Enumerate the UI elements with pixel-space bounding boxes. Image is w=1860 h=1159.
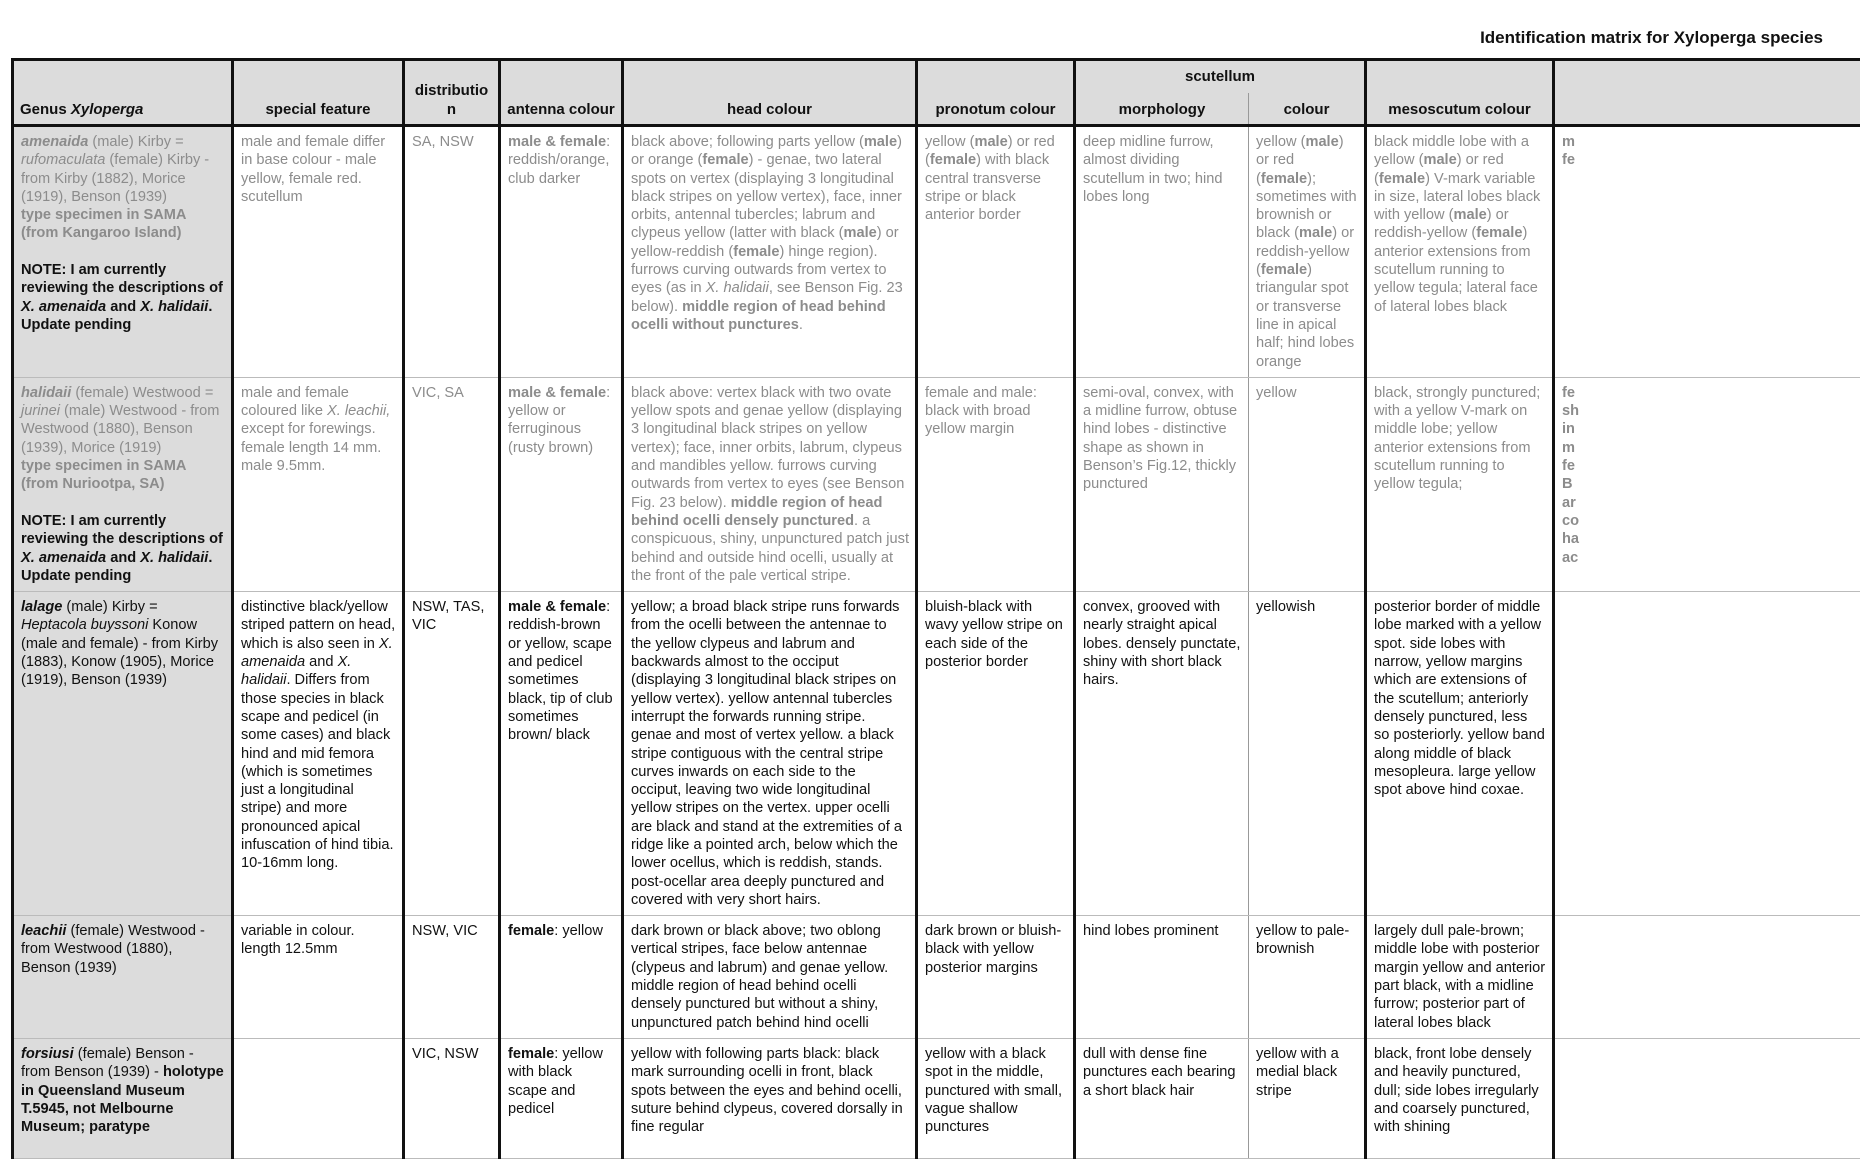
- table-row: [13, 377, 1860, 591]
- head-cell: black above: vertex black with two ovate yellow spots and genae yellow (displaying 3 longitudinal black stripes on yellow vertex); face, inner orbits, labrum, clypeus and mandibles yellow. furrows curving outwards from vertex to eyes (see Benson Fig. 23 below). middle region of head behind ocelli densely punctured. a conspicuous, shiny, unpunctured patch just behind and outside hind ocelli, usually at the front of the pale vertical stripe.: [623, 377, 917, 591]
- header-pronotum-colour: pronotum colour: [917, 60, 1075, 126]
- head-cell: dark brown or black above; two oblong vertical stripes, face below antennae (clypeus and labrum) and genae yellow. middle region of head behind ocelli densely punctured but without a shiny, unpunctured patch behind hind ocelli: [623, 916, 917, 1039]
- distribution-cell: NSW, VIC: [404, 916, 500, 1039]
- header-colour: colour: [1249, 93, 1366, 126]
- review-note: NOTE: I am currently reviewing the descriptions of X. amenaida and X. halidaii. Update pending: [21, 513, 223, 584]
- head-cell: yellow with following parts black: black mark surrounding ocelli in front, black spots between the eyes and behind ocelli, suture behind clypeus, covered dorsally in fine regular: [623, 1038, 917, 1158]
- colour-cell: yellow: [1249, 377, 1366, 591]
- mesoscutum-cell: black, strongly punctured; with a yellow V-mark on middle lobe; yellow anterior extensions from scutellum running to yellow tegula;: [1366, 377, 1554, 591]
- antenna-cell: male & female: reddish-brown or yellow, scape and pedicel sometimes black, tip of club sometimes brown/ black: [500, 592, 623, 916]
- head-cell: yellow; a broad black stripe runs forwards from the ocelli between the antennae to the yellow clypeus and labrum and backwards almost to the occiput (displaying 3 longitudinal black stripes on yellow vertex). yellow antennal tubercles interrupt the forwards running stripe. genae and most of vertex yellow. a black stripe contiguous with the central stripe curves inwards on each side to the occiput, leaving two wide longitudinal yellow stripes on the vertex. upper ocelli are black and stand at the extremities of a ridge like a pointed arch, below which the lower ocellus, which is reddish, stands. post-ocellar area deeply punctured and covered with very short hairs.: [623, 592, 917, 916]
- header-distribution: distribution: [404, 60, 500, 126]
- morphology-cell: hind lobes prominent: [1075, 916, 1249, 1039]
- antenna-cell: male & female: reddish/orange, club darker: [500, 126, 623, 378]
- genus-cell: halidaii (female) Westwood = jurinei (male) Westwood - from Westwood (1880), Benson (1939), Morice (1919) type specimen in SAMA (from Nuriootpa, SA) NOTE: I am currently reviewing the descriptions of X. amenaida and X. halidaii. Update pending: [13, 377, 233, 591]
- mesoscutum-cell: black, front lobe densely and heavily punctured, dull; side lobes irregularly and coarsely punctured, with shining: [1366, 1038, 1554, 1158]
- extra-cell: [1554, 916, 1860, 1039]
- distribution-cell: VIC, NSW: [404, 1038, 500, 1158]
- identification-matrix: [11, 58, 1860, 1159]
- morphology-cell: dull with dense fine punctures each bearing a short black hair: [1075, 1038, 1249, 1158]
- header-special-feature: special feature: [233, 60, 404, 126]
- genus-cell: amenaida (male) Kirby = rufomaculata (female) Kirby - from Kirby (1882), Morice (1919), Benson (1939) type specimen in SAMA (from Kangaroo Island) NOTE: I am currently reviewing the descriptions of X. amenaida and X. halidaii. Update pending: [13, 126, 233, 378]
- colour-cell: yellow to pale-brownish: [1249, 916, 1366, 1039]
- morphology-cell: semi-oval, convex, with a midline furrow, obtuse hind lobes - distinctive shape as shown in Benson’s Fig.12, thickly punctured: [1075, 377, 1249, 591]
- table-row: [13, 916, 1860, 1039]
- distribution-cell: SA, NSW: [404, 126, 500, 378]
- table-row: [13, 1038, 1860, 1158]
- colour-cell: yellow (male) or red (female); sometimes with brownish or black (male) or reddish-yellow (female) triangular spot or transverse line in apical half; hind lobes orange: [1249, 126, 1366, 378]
- extra-cell: [1554, 592, 1860, 916]
- table-row: [13, 126, 1860, 378]
- genus-cell: forsiusi (female) Benson - from Benson (1939) - holotype in Queensland Museum T.5945, not Melbourne Museum; paratype: [13, 1038, 233, 1158]
- header-genus: Genus Xyloperga: [13, 60, 233, 126]
- header-head-colour: head colour: [623, 60, 917, 126]
- head-cell: black above; following parts yellow (male) or orange (female) - genae, two lateral spots on vertex (displaying 3 longitudinal black stripes on yellow vertex), face, inner orbits, antennal tubercles; labrum and clypeus yellow (latter with black (male) or yellow-reddish (female) hinge region). furrows curving outwards from vertex to eyes (as in X. halidaii, see Benson Fig. 23 below). middle region of head behind ocelli without punctures.: [623, 126, 917, 378]
- mesoscutum-cell: black middle lobe with a yellow (male) or red (female) V-mark variable in size, lateral lobes black with yellow (male) or reddish-yellow (female) anterior extensions from scutellum running to yellow tegula; lateral face of lateral lobes black: [1366, 126, 1554, 378]
- distribution-cell: VIC, SA: [404, 377, 500, 591]
- pronotum-cell: bluish-black with wavy yellow stripe on each side of the posterior border: [917, 592, 1075, 916]
- genus-cell: leachii (female) Westwood - from Westwood (1880), Benson (1939): [13, 916, 233, 1039]
- morphology-cell: convex, grooved with nearly straight apical lobes. densely punctate, shiny with short black hairs.: [1075, 592, 1249, 916]
- header-mesoscutum-colour: mesoscutum colour: [1366, 60, 1554, 126]
- distribution-cell: NSW, TAS, VIC: [404, 592, 500, 916]
- special-feature-cell: [233, 1038, 404, 1158]
- antenna-cell: female: yellow with black scape and pedicel: [500, 1038, 623, 1158]
- pronotum-cell: yellow (male) or red (female) with black central transverse stripe or black anterior border: [917, 126, 1075, 378]
- page-title: Identification matrix for Xyloperga species: [1480, 28, 1823, 48]
- special-feature-cell: variable in colour. length 12.5mm: [233, 916, 404, 1039]
- header-antenna-colour: antenna colour: [500, 60, 623, 126]
- special-feature-cell: male and female differ in base colour - male yellow, female red. scutellum: [233, 126, 404, 378]
- pronotum-cell: yellow with a black spot in the middle, punctured with small, vague shallow punctures: [917, 1038, 1075, 1158]
- extra-cell: m fe: [1554, 126, 1860, 378]
- morphology-cell: deep midline furrow, almost dividing scutellum in two; hind lobes long: [1075, 126, 1249, 378]
- colour-cell: yellow with a medial black stripe: [1249, 1038, 1366, 1158]
- special-feature-cell: male and female coloured like X. leachii, except for forewings. female length 14 mm. male 9.5mm.: [233, 377, 404, 591]
- review-note: NOTE: I am currently reviewing the descriptions of X. amenaida and X. halidaii. Update pending: [21, 262, 223, 333]
- mesoscutum-cell: largely dull pale-brown; middle lobe with posterior margin yellow and anterior part black, with a midline furrow; posterior part of lateral lobes black: [1366, 916, 1554, 1039]
- extra-cell: fe sh in m fe B ar co ha ac: [1554, 377, 1860, 591]
- table-row: [13, 592, 1860, 916]
- header-morphology: morphology: [1075, 93, 1249, 126]
- pronotum-cell: female and male: black with broad yellow margin: [917, 377, 1075, 591]
- header-scutellum: scutellum: [1075, 60, 1366, 94]
- mesoscutum-cell: posterior border of middle lobe marked with a yellow spot. side lobes with narrow, yellow margins which are extensions of the scutellum; anteriorly densely punctured, less so posteriorly. yellow band along middle of black mesopleura. large yellow spot above hind coxae.: [1366, 592, 1554, 916]
- pronotum-cell: dark brown or bluish-black with yellow posterior margins: [917, 916, 1075, 1039]
- header-extra: [1554, 60, 1860, 126]
- colour-cell: yellowish: [1249, 592, 1366, 916]
- antenna-cell: male & female: yellow or ferruginous (rusty brown): [500, 377, 623, 591]
- antenna-cell: female: yellow: [500, 916, 623, 1039]
- genus-cell: lalage (male) Kirby = Heptacola buyssoni Konow (male and female) - from Kirby (1883), Konow (1905), Morice (1919), Benson (1939): [13, 592, 233, 916]
- extra-cell: [1554, 1038, 1860, 1158]
- special-feature-cell: distinctive black/yellow striped pattern on head, which is also seen in X. amenaida and X. halidaii. Differs from those species in black scape and pedicel (in some cases) and black hind and mid femora (which is sometimes just a longitudinal stripe) and more pronounced apical infuscation of hind tibia. 10-16mm long.: [233, 592, 404, 916]
